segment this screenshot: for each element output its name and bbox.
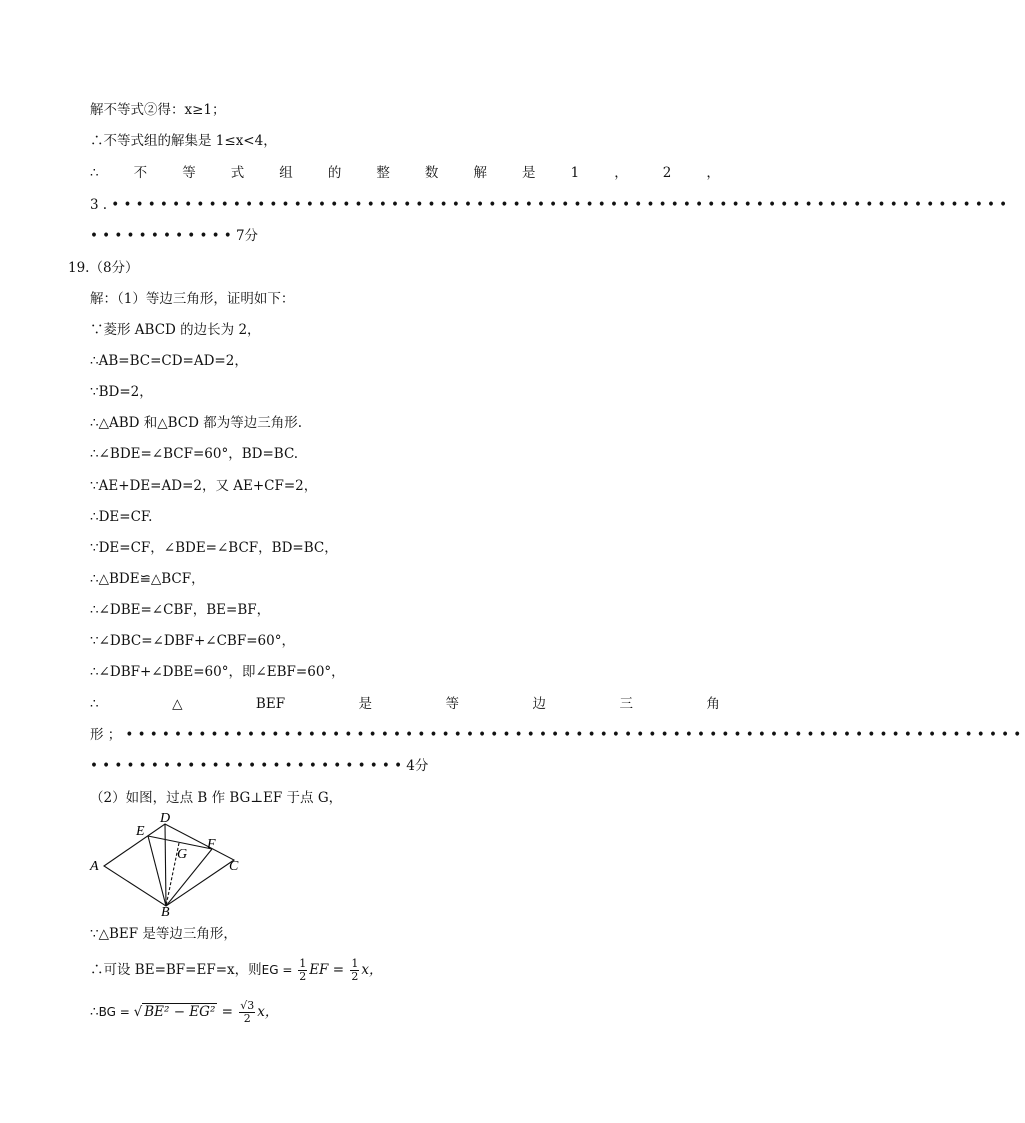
label-b: B <box>161 905 170 920</box>
rhombus-figure <box>86 810 256 918</box>
text-let-x: ∴可设 BE=BF=EF=x，则 <box>90 962 262 978</box>
proof-line-12: ∵∠DBC=∠DBF+∠CBF=60°， <box>90 633 295 649</box>
dotted-line-1: 3.•••••••••••••••••••••••••••••••••••••••••••••••••••••••••••••••••••••••••• <box>90 197 1012 213</box>
score-7: 7分 <box>235 228 259 244</box>
dotted-line-score-4: ••••••••••••••••••••••••••4分 <box>90 758 429 774</box>
fraction-half-1: $\frac{1}{2}$ <box>299 957 307 983</box>
conclusion-cell-5: 边 <box>532 696 546 712</box>
segment-bf <box>166 849 212 906</box>
score-4: 4分 <box>406 758 429 774</box>
segment-bd <box>165 824 166 906</box>
proof-line-5: ∴△ABD 和△BCD 都为等边三角形. <box>90 415 303 431</box>
integer-solution-cell-7: 数 <box>424 165 439 181</box>
part2-intro: （2）如图，过点 B 作 BG⊥EF 于点 G， <box>90 790 343 806</box>
integer-solution-cell-13: ， <box>706 165 720 181</box>
proof-line-3: ∴AB=BC=CD=AD=2， <box>90 353 248 369</box>
dotted-line-score-7: ••••••••••••7分 <box>90 228 259 244</box>
conclusion-cell-2: BEF <box>255 696 286 712</box>
proof-conclusion <box>90 695 720 713</box>
proof-line-6: ∴∠BDE=∠BCF=60°，BD=BC. <box>90 446 299 462</box>
dotted-prefix-2: 形； <box>90 727 126 743</box>
label-d: D <box>160 811 171 826</box>
dotted-line-2: 形；•••••••••••••••••••••••••••••••••••••••••••••••••••••••••••••••••••••••••• <box>90 727 1025 743</box>
proof-line-2: ∵菱形 ABCD 的边长为 2， <box>90 322 261 338</box>
integer-solution-cell-10: 1 <box>570 165 580 181</box>
proof-line-9: ∵DE=CF，∠BDE=∠BCF，BD=BC， <box>90 540 338 556</box>
ef-eq: EF = <box>309 962 349 978</box>
integer-solution-cell-8: 解 <box>473 165 487 181</box>
integer-solution-cell-12: 2 <box>662 165 672 181</box>
line-integer-solutions <box>90 164 720 182</box>
x-end-2: x， <box>257 1004 279 1020</box>
label-c: C <box>229 859 239 874</box>
conclusion-cell-1: △ <box>172 696 183 712</box>
part2-line-2 <box>90 958 382 983</box>
integer-solution-cell-5: 的 <box>327 165 342 181</box>
proof-line-10: ∴△BDE≌△BCF， <box>90 571 205 587</box>
fraction-sqrt3-over-2: $\frac{√3}{2}$ <box>240 999 255 1025</box>
line-solution-set: ∴不等式组的解集是 1≤x<4， <box>90 133 277 149</box>
part1-intro: 解：（1）等边三角形，证明如下： <box>90 291 295 307</box>
integer-solution-cell-4: 组 <box>279 165 293 181</box>
proof-line-13: ∴∠DBF+∠DBE=60°，即∠EBF=60°， <box>90 664 345 680</box>
part2-line-3 <box>90 1000 278 1025</box>
integer-solution-cell-2: 等 <box>182 165 196 181</box>
sqrt-symbol: √ <box>133 1004 143 1020</box>
x-end: x， <box>361 962 383 978</box>
conclusion-cell-0: ∴ <box>90 696 99 712</box>
integer-solution-cell-3: 式 <box>230 165 245 181</box>
integer-solution-cell-9: 是 <box>522 165 536 181</box>
proof-line-11: ∴∠DBE=∠CBF，BE=BF， <box>90 602 271 618</box>
therefore-symbol: ∴ <box>90 1004 99 1020</box>
equals: = <box>217 1004 238 1020</box>
integer-solution-cell-1: 不 <box>133 165 148 181</box>
conclusion-cell-4: 等 <box>445 696 460 712</box>
label-g: G <box>177 847 188 862</box>
conclusion-cell-6: 三 <box>619 696 633 712</box>
proof-line-7: ∵AE+DE=AD=2，又 AE+CF=2， <box>90 478 318 494</box>
bg-eq: BG = <box>98 1005 134 1019</box>
proof-line-4: ∵BD=2， <box>90 384 153 400</box>
integer-solution-cell-11: ， <box>614 165 628 181</box>
integer-solution-cell-0: ∴ <box>90 165 99 181</box>
dotted-prefix: 3. <box>90 197 112 213</box>
part2-line-1: ∵△BEF 是等边三角形， <box>90 926 237 942</box>
sqrt-radicand: BE² − EG² <box>144 1004 216 1020</box>
conclusion-cell-7: 角 <box>706 696 720 712</box>
question-19-header: 19.（8分） <box>68 260 139 276</box>
integer-solution-cell-6: 整 <box>376 165 390 181</box>
eg-eq: EG = <box>261 963 297 977</box>
conclusion-cell-3: 是 <box>358 696 373 712</box>
label-e: E <box>136 824 145 839</box>
label-f: F <box>207 837 216 852</box>
proof-line-8: ∴DE=CF. <box>90 509 153 525</box>
label-a: A <box>90 859 99 874</box>
fraction-half-2: $\frac{1}{2}$ <box>351 957 359 983</box>
line-inequality-2: 解不等式②得：x≥1； <box>90 102 226 118</box>
